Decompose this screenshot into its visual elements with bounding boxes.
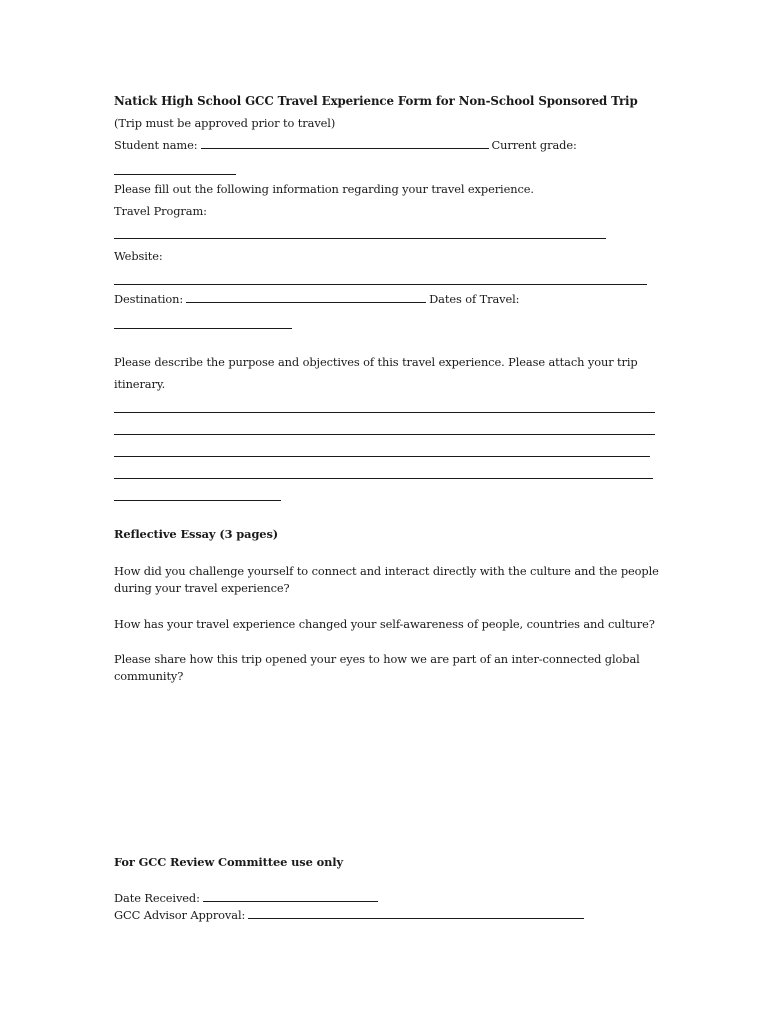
destination-blank[interactable] xyxy=(186,301,426,303)
purpose-prompt-line1: Please describe the purpose and objectives of this travel experience. Please attach your trip xyxy=(114,355,638,369)
student-name-blank[interactable] xyxy=(201,147,489,149)
date-received-row xyxy=(114,891,381,905)
date-received-blank[interactable] xyxy=(203,900,378,902)
travel-program-blank[interactable] xyxy=(114,238,606,239)
purpose-prompt-line2: itinerary. xyxy=(114,377,166,391)
purpose-blank-4[interactable] xyxy=(114,478,653,479)
student-name-label: Student name: xyxy=(114,138,198,152)
purpose-blank-5[interactable] xyxy=(114,500,281,501)
advisor-approval-row xyxy=(114,908,587,922)
current-grade-label: Current grade: xyxy=(491,138,577,152)
dates-of-travel-label: Dates of Travel: xyxy=(429,292,520,306)
purpose-blank-1[interactable] xyxy=(114,412,655,413)
form-title: Natick High School GCC Travel Experience Form for Non-School Sponsored Trip xyxy=(114,94,638,108)
essay-question-2: How has your travel experience changed your self-awareness of people, countries and culture? xyxy=(114,617,655,631)
current-grade-blank[interactable] xyxy=(114,174,236,175)
essay-heading: Reflective Essay (3 pages) xyxy=(114,527,279,541)
dates-of-travel-blank[interactable] xyxy=(114,328,292,329)
form-subtitle: (Trip must be approved prior to travel) xyxy=(114,116,336,130)
committee-heading: For GCC Review Committee use only xyxy=(114,855,344,869)
website-label: Website: xyxy=(114,249,163,263)
advisor-approval-label: GCC Advisor Approval: xyxy=(114,908,246,922)
instructions-text: Please fill out the following information regarding your travel experience. xyxy=(114,182,534,196)
destination-label: Destination: xyxy=(114,292,184,306)
advisor-approval-blank[interactable] xyxy=(248,917,584,919)
student-name-row xyxy=(114,138,577,152)
essay-question-1-line2: during your travel experience? xyxy=(114,581,290,595)
essay-question-3-line1: Please share how this trip opened your eyes to how we are part of an inter-connected global xyxy=(114,652,640,666)
essay-question-1-line1: How did you challenge yourself to connect and interact directly with the culture and the people xyxy=(114,564,659,578)
essay-question-3-line2: community? xyxy=(114,669,184,683)
date-received-label: Date Received: xyxy=(114,891,200,905)
purpose-blank-2[interactable] xyxy=(114,434,655,435)
purpose-blank-3[interactable] xyxy=(114,456,650,457)
website-blank[interactable] xyxy=(114,284,647,285)
destination-row xyxy=(114,292,519,306)
travel-program-label: Travel Program: xyxy=(114,204,207,218)
